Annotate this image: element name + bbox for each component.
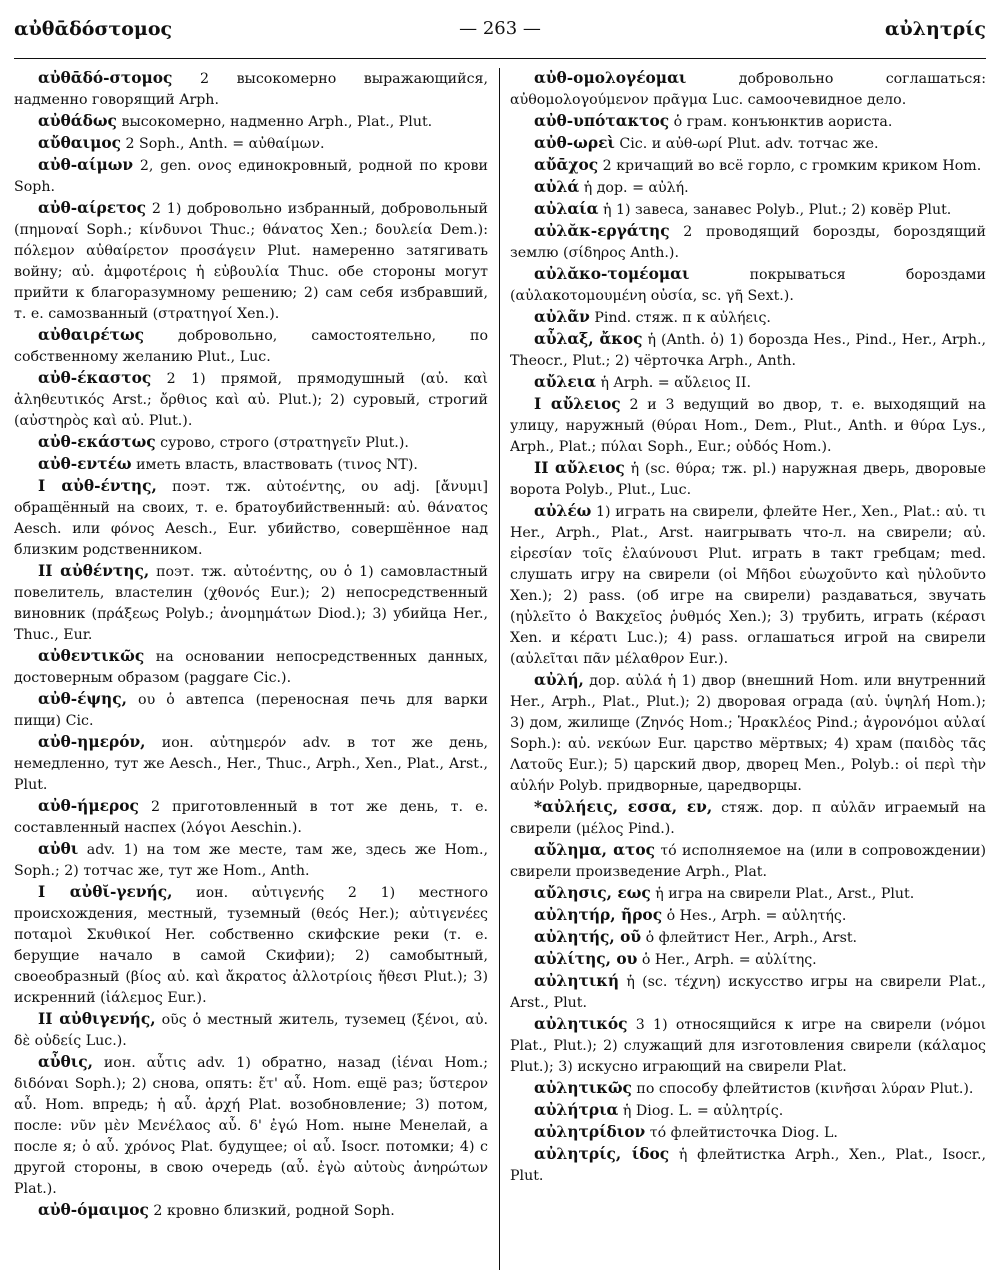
entry-headword: αὐθ-έψης, — [38, 690, 127, 708]
dictionary-entry — [510, 840, 986, 883]
entry-definition: поэт. тж. αὐτοέντης, ου ὁ 1) самовластный повелитель, властелин (χθονός Eur.); 2) непосредственный виновник (πράξεως Polyb.; ἀνομημάτων Diod.); 3) убийца Her., Thuc., Eur. — [14, 564, 488, 643]
entry-definition: 2 1) добровольно избранный, добровольный (πημοναί Soph.; κίνδυνοι Thuc.; θάνατος Xen.; δουλεία Dem.): πόλεμον αὐθαίρετον προσάγειν Plut. намеренно затягивать войну; αὐ. ἀμφοτέροις ἡ εὐβουλία Thuc. обе стороны могут прийти к благоразумному решению; 2) сам себя избравший, т. е. самозванный (στρατηγοί Xen.). — [14, 201, 488, 322]
dictionary-entry — [510, 221, 986, 264]
page-header — [14, 14, 986, 46]
dictionary-entry — [510, 670, 986, 797]
entry-definition: ион. αὐτημερόν adv. в тот же день, немедленно, тут же Aesch., Her., Thuc., Arph., Xen., Plat., Arst., Plut. — [14, 735, 488, 793]
dictionary-entry — [510, 971, 986, 1014]
entry-definition: ὁ Her., Arph. = αὐλίτης. — [641, 952, 817, 968]
dictionary-entry — [14, 882, 488, 1009]
dictionary-entry — [510, 927, 986, 949]
dictionary-entry — [510, 797, 986, 840]
dictionary-entry — [14, 368, 488, 432]
dictionary-entry — [14, 796, 488, 839]
entry-headword: αὐλητρίς, ίδος — [534, 1145, 670, 1163]
entry-definition: сурово, строго (στρατηγεῖν Plut.). — [160, 435, 409, 451]
dictionary-entry — [510, 949, 986, 971]
entry-definition: добровольно соглашаться: αὐθομολογούμενον πρᾶγμα Luc. самоочевидное дело. — [510, 71, 986, 108]
dictionary-entry — [510, 1100, 986, 1122]
entry-headword: αὐλαία — [534, 200, 599, 218]
entry-headword: αὐθᾱδό-στομος — [38, 69, 173, 87]
entry-headword: αὐλᾶν — [534, 308, 590, 326]
entry-headword: αὐλητής, οῦ — [534, 928, 642, 946]
entry-headword: αὐθι — [38, 840, 79, 858]
entry-definition: 2, gen. ονος единокровный, родной по крови Soph. — [14, 158, 488, 195]
entry-headword: αὐθάδως — [38, 112, 117, 130]
entry-headword: αὖθις, — [38, 1053, 93, 1071]
dictionary-entry — [510, 1122, 986, 1144]
entry-headword: αὐθεντικῶς — [38, 647, 145, 665]
entry-definition: ἡ флейтистка Arph., Xen., Plat., Isocr., Plut. — [510, 1147, 986, 1184]
entry-headword: I αὐθ-έντης, — [38, 477, 157, 495]
entry-headword: αὐλά — [534, 178, 580, 196]
entry-headword: II αὐθιγενής, — [38, 1010, 156, 1028]
dictionary-entry — [14, 561, 488, 646]
dictionary-entry — [14, 476, 488, 561]
entry-headword: αὔλεια — [534, 373, 596, 391]
dictionary-entry — [510, 329, 986, 372]
dictionary-entry — [14, 689, 488, 732]
dictionary-entry — [14, 111, 488, 133]
dictionary-entry — [510, 1078, 986, 1100]
entry-headword: αὐθαιρέτως — [38, 326, 145, 344]
entry-headword: αὐλητικῶς — [534, 1079, 632, 1097]
entry-definition: οῦς ὁ местный житель, туземец (ξένοι, αὐ. δὲ οὐδείς Luc.). — [14, 1012, 488, 1049]
dictionary-entry — [14, 133, 488, 155]
entry-definition: дор. αὐλά ἡ 1) двор (внешний Hom. или внутренний Her., Arph., Plat., Plut.); 2) дворовая ограда (αὐ. ὑψηλή Hom.); 3) дом, жилище (Ζηνός Hom.; Ἡρακλέος Pind.; ἀγρονόμοι αὐλαί Soph.): αὐ. νεκύων Eur. царство мёртвых; 4) храм (παιδὸς τᾶς Λατοῦς Eur.); 5) царский двор, дворец Men., Polyb.: οἱ περὶ τὴν αὐλήν Polyb. придворные, царедворцы. — [510, 673, 986, 794]
entry-headword: αὐθ-ήμερος — [38, 797, 139, 815]
entry-headword: αὐθ-όμαιμος — [38, 1201, 149, 1219]
entry-definition: 2 высокомерно выражающийся, надменно говорящий Arph. — [14, 71, 488, 108]
entry-headword: αὔᾱχος — [534, 156, 599, 174]
entry-headword: αὖλαξ, ἄκος — [534, 330, 643, 348]
entry-definition: ион. αὖτις adv. 1) обратно, назад (ἰέναι Hom.; διδόναι Soph.); 2) снова, опять: ἔτ' αὖ. Hom. ещё раз; ὕστερον αὖ. Hom. впредь; ἡ αὖ. ἀρχή Plat. возобновление; 3) потом, после: νῦν μὲν Μενέλαος αὖ. δ' ἐγώ Hom. ныне Менелай, а после я; ὁ αὖ. χρόνος Plat. будущее; οἱ αὖ. Isocr. потомки; 4) с другой стороны, в свою очередь (αὖ. ἐγὼ αὐτοὺς ἀνηρώτων Plat.). — [14, 1055, 488, 1197]
dictionary-entry — [510, 1144, 986, 1187]
dictionary-entry — [14, 1052, 488, 1200]
entry-definition: ἡ Arph. = αὔλειος II. — [600, 375, 751, 391]
dictionary-entry — [14, 454, 488, 476]
entry-headword: I αὐθῐ-γενής, — [38, 883, 173, 901]
entry-definition: adv. 1) на том же месте, там же, здесь же Hom., Soph.; 2) тотчас же, тут же Hom., Anth. — [14, 842, 488, 879]
entry-definition: ἡ (sc. θύρα; тж. pl.) наружная дверь, дворовые ворота Polyb., Plut., Luc. — [510, 461, 986, 498]
dictionary-entry — [14, 839, 488, 882]
dictionary-entry — [14, 1009, 488, 1052]
entry-headword: αὐθ-αίρετος — [38, 199, 147, 217]
entry-definition: по способу флейтистов (κινῆσαι λύραν Plut.). — [636, 1081, 974, 1097]
dictionary-entry — [510, 68, 986, 111]
entry-definition: ὁ Hes., Arph. = αὐλητής. — [666, 908, 847, 924]
dictionary-entry — [510, 155, 986, 177]
entry-definition: 1) играть на свирели, флейте Her., Xen., Plat.: αὐ. τι Her., Arph., Plat., Arst. наигрывать что-л. на свирели; αὐ. εἰρεσίαν τοῖς ἐλαύνουσι Plut. играть в такт гребцам; med. слушать игру на свирели (οἱ Μῆδοι εὐωχοῦντο καὶ ηὐλοῦντο Xen.); 2) pass. (об игре на свирели) раздаваться, звучать (ηὐλεῖτο ὁ Βακχεῖος ῥυθμός Xen.); 3) трубить, играть (κέρασι Xen. и κέρατι Luc.); 4) pass. оглашаться игрой на свирели (αὐλεῖται πᾶν μέλαθρον Eur.). — [510, 504, 986, 667]
entry-definition: ἡ (Anth. ὁ) 1) борозда Hes., Pind., Her., Arph., Theocr., Plut.; 2) чёрточка Arph., Anth. — [510, 332, 986, 369]
entry-definition: стяж. дор. п αὐλᾶν играемый на свирели (μέλος Pind.). — [510, 800, 986, 837]
entry-headword: αὐλᾰκ-εργάτης — [534, 222, 670, 240]
entry-definition: на основании непосредственных данных, достоверным образом (paggare Cic.). — [14, 649, 488, 686]
entry-definition: 2 и 3 ведущий во двор, т. е. выходящий на улицу, наружный (θύραι Hom., Dem., Plut., Anth. и θύρα Lys., Arph., Plat.; πύλαι Soph., Eur.; οὐδός Hom.). — [510, 397, 986, 455]
entry-headword: αὐλίτης, ου — [534, 950, 638, 968]
dictionary-entry — [510, 905, 986, 927]
entry-definition: покрываться бороздами (αὐλακοτομουμένη οὐσία, sc. γῆ Sext.). — [510, 267, 986, 304]
entry-headword: αὐλήτρια — [534, 1101, 619, 1119]
dictionary-entry — [14, 732, 488, 796]
dictionary-entry — [510, 458, 986, 501]
entry-headword: αὐθ-αίμων — [38, 156, 134, 174]
running-head-left: αὐθᾱδόστομος — [14, 18, 173, 40]
entry-definition: 2 1) прямой, прямодушный (αὐ. καὶ ἀληθευτικός Arst.; ὄρθιος καὶ αὐ. Plut.); 2) суровый, строгий (αὐστηρὸς καὶ αὐ. Plut.). — [14, 371, 488, 429]
entry-definition: Cic. и αὐθ-ωρί Plut. adv. тотчас же. — [619, 136, 879, 152]
dictionary-entry — [510, 501, 986, 670]
dictionary-entry — [14, 646, 488, 689]
entry-definition: иметь власть, властвовать (τινος NT). — [136, 457, 418, 473]
entry-definition: 2 кровно близкий, родной Soph. — [153, 1203, 395, 1219]
entry-definition: высокомерно, надменно Arph., Plat., Plut. — [121, 114, 433, 130]
dictionary-entry — [510, 372, 986, 394]
entry-definition: 2 проводящий борозды, бороздящий землю (σίδηρος Anth.). — [510, 224, 986, 261]
entry-headword: II αὐθέντης, — [38, 562, 150, 580]
entry-definition: ὁ флейтист Her., Arph., Arst. — [645, 930, 858, 946]
entry-definition: 3 1) относящийся к игре на свирели (νόμοι Plat., Plut.); 2) служащий для изготовления свирели (κάλαμος Plut.); 3) искусно играющий на свирели Plat. — [510, 1017, 986, 1075]
entry-definition: ου ὁ автепса (переносная печь для варки пищи) Cic. — [14, 692, 488, 729]
page-number: — 263 — — [459, 18, 541, 39]
header-rule — [14, 58, 986, 59]
dictionary-entry — [510, 307, 986, 329]
entry-headword: αὐλᾰκο-τομέομαι — [534, 265, 690, 283]
entry-definition: τό флейтисточка Diog. L. — [649, 1125, 838, 1141]
entry-definition: ἡ (sc. τέχνη) искусство игры на свирели Plat., Arst., Plut. — [510, 974, 986, 1011]
entry-headword: αὐλητήρ, ῆρος — [534, 906, 663, 924]
entry-headword: II αὔλειος — [534, 459, 625, 477]
entry-definition: ἡ игра на свирели Plat., Arst., Plut. — [655, 886, 915, 902]
entry-definition: поэт. тж. αὐτοέντης, ου adj. [ἄνυμι] обращённый на своих, т. е. братоубийственный: αὐ. θάνατος Aesch. или φόνος Aesch., Eur. убийство, совершённое над близким родственником. — [14, 479, 488, 558]
dictionary-entry — [14, 155, 488, 198]
dictionary-entry — [14, 432, 488, 454]
entry-headword: αὐλή, — [534, 671, 584, 689]
entry-headword: αὐθ-έκαστος — [38, 369, 152, 387]
left-column — [14, 68, 488, 1276]
entry-headword: αὔλησις, εως — [534, 884, 651, 902]
entry-headword: αὐλητική — [534, 972, 620, 990]
entry-headword: αὐθ-εκάστως — [38, 433, 156, 451]
entry-definition: 2 Soph., Anth. = αὐθαίμων. — [125, 136, 325, 152]
dictionary-entry — [510, 111, 986, 133]
right-column — [510, 68, 986, 1276]
dictionary-entry — [14, 1200, 488, 1222]
entry-headword: αὔλημα, ατος — [534, 841, 655, 859]
entry-definition: ὁ грам. конъюнктив аориста. — [673, 114, 893, 130]
entry-definition: ион. αὐτιγενής 2 1) местного происхождения, местный, туземный (θεός Her.); αὐτιγενέες ποταμοὶ Σκυθικοί Her. собственно скифские реки (т. е. берущие начало в самой Скифии); 2) самобытный, своеобразный (βίος αὐ. καὶ ἄκρατος ἀλλοτρίοις ἤθεσι Plut.); 3) искренний (ἰάλεμος Eur.). — [14, 885, 488, 1006]
entry-headword: *αὐλήεις, εσσα, εν, — [534, 798, 713, 816]
dictionary-entry — [14, 198, 488, 325]
entry-headword: αὔθαιμος — [38, 134, 121, 152]
column-divider — [499, 68, 500, 1270]
entry-definition: ἡ Diog. L. = αὐλητρίς. — [622, 1103, 784, 1119]
entry-headword: I αὔλειος — [534, 395, 621, 413]
entry-definition: τό исполняемое на (или в сопровождении) свирели произведение Arph., Plat. — [510, 843, 986, 880]
dictionary-entry — [14, 68, 488, 111]
dictionary-entry — [510, 133, 986, 155]
dictionary-entry — [510, 394, 986, 458]
dictionary-entry — [510, 883, 986, 905]
entry-headword: αὐθ-ωρεὶ — [534, 134, 615, 152]
dictionary-entry — [510, 264, 986, 307]
entry-definition: добровольно, самостоятельно, по собственному желанию Plut., Luc. — [14, 328, 488, 365]
entry-headword: αὐθ-ομολογέομαι — [534, 69, 687, 87]
dictionary-entry — [510, 199, 986, 221]
entry-definition: ἡ 1) завеса, занавес Polyb., Plut.; 2) ковёр Plut. — [602, 202, 952, 218]
entry-headword: αὐλητρίδιον — [534, 1123, 646, 1141]
running-head-right: αὐλητρίς — [884, 18, 986, 40]
entry-definition: 2 кричащий во всё горло, с громким криком Hom. — [602, 158, 982, 174]
entry-headword: αὐλέω — [534, 502, 592, 520]
entry-headword: αὐλητικός — [534, 1015, 628, 1033]
entry-definition: Pind. стяж. п к αὐλήεις. — [594, 310, 771, 326]
dictionary-entry — [510, 177, 986, 199]
entry-headword: αὐθ-ημερόν, — [38, 733, 146, 751]
dictionary-entry — [14, 325, 488, 368]
entry-definition: 2 приготовленный в тот же день, т. е. составленный наспех (λόγοι Aeschin.). — [14, 799, 488, 836]
entry-definition: ἡ дор. = αὐλή. — [583, 180, 689, 196]
entry-headword: αὐθ-υπότακτος — [534, 112, 670, 130]
dictionary-entry — [510, 1014, 986, 1078]
entry-headword: αὐθ-εντέω — [38, 455, 132, 473]
